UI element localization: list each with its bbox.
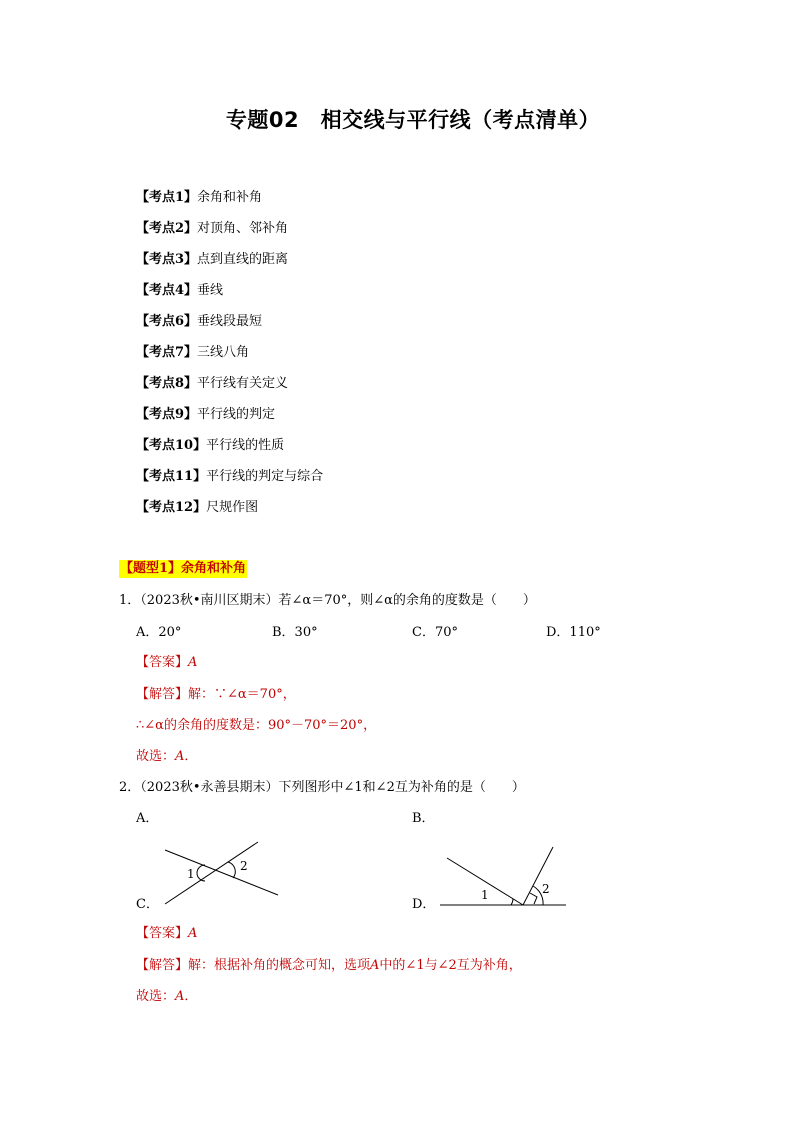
q1-conclusion xyxy=(136,748,197,766)
analysis-text-2: 中的∠1与∠2互为补角， xyxy=(379,958,522,973)
analysis-option: A xyxy=(370,958,380,973)
angle-1-label: 1 xyxy=(481,888,489,902)
toc-tag: 【考点4】 xyxy=(136,283,198,298)
q1-option-d: D．110° xyxy=(546,625,601,640)
q1-answer xyxy=(136,654,197,672)
figure-a-intersecting-lines xyxy=(160,838,280,908)
toc-tag: 【考点9】 xyxy=(136,407,198,422)
toc-item xyxy=(136,279,323,310)
conclusion-value: A xyxy=(175,749,185,764)
angle-1-label: 1 xyxy=(187,867,195,881)
q1-option-b: B．30° xyxy=(272,625,318,640)
q2-option-a: A． xyxy=(136,811,159,826)
right-angle-mark xyxy=(530,893,537,904)
answer-value: A xyxy=(188,926,198,941)
q1-option-a: A．20° xyxy=(136,625,182,640)
toc-tag: 【考点1】 xyxy=(136,190,198,205)
conclusion-value: A xyxy=(175,989,185,1004)
toc-item xyxy=(136,186,323,217)
q2-answer xyxy=(136,925,197,943)
toc-text: 余角和补角 xyxy=(197,190,263,205)
q2-option-b: B． xyxy=(412,811,435,826)
toc-text: 尺规作图 xyxy=(206,500,259,515)
toc-text: 点到直线的距离 xyxy=(197,252,289,267)
toc-text: 垂线 xyxy=(197,283,224,298)
q1-analysis-line-2: ∴∠α的余角的度数是：90°－70°＝20°， xyxy=(136,718,377,733)
answer-tag: 【答案】 xyxy=(136,926,189,941)
conclusion-suffix: ． xyxy=(184,749,198,764)
toc-text: 平行线的性质 xyxy=(206,438,285,453)
right-ray xyxy=(523,847,553,905)
toc-item xyxy=(136,403,323,434)
analysis-tag: 【解答】 xyxy=(136,687,189,702)
toc-tag: 【考点6】 xyxy=(136,314,198,329)
question-1-stem: 1．（2023秋•南川区期末）若∠α＝70°，则∠α的余角的度数是（ ） xyxy=(119,593,536,608)
toc-item xyxy=(136,372,323,403)
toc-item xyxy=(136,341,323,372)
angle-2-label: 2 xyxy=(240,859,248,873)
angle-2-label: 2 xyxy=(542,882,550,896)
analysis-text: 解：根据补角的概念可知，选项 xyxy=(188,958,371,973)
q1-option-c: C．70° xyxy=(412,625,458,640)
toc-tag: 【考点7】 xyxy=(136,345,198,360)
line-2 xyxy=(165,842,258,904)
angle-1-arc xyxy=(511,899,513,905)
toc-tag: 【考点8】 xyxy=(136,376,198,391)
section-heading: 【题型1】余角和补角 xyxy=(120,561,247,576)
toc-item xyxy=(136,434,323,465)
q2-option-c: C． xyxy=(136,897,159,912)
conclusion-prefix: 故选： xyxy=(136,989,176,1004)
analysis-tag: 【解答】 xyxy=(136,958,189,973)
answer-tag: 【答案】 xyxy=(136,655,189,670)
toc-tag: 【考点12】 xyxy=(136,500,207,515)
toc-text: 平行线有关定义 xyxy=(197,376,289,391)
toc-tag: 【考点11】 xyxy=(136,469,207,484)
page-title: 专题02 相交线与平行线（考点清单） xyxy=(225,108,601,132)
q2-option-d: D． xyxy=(412,897,436,912)
q2-conclusion xyxy=(136,988,197,1006)
toc-list xyxy=(136,186,323,527)
analysis-line: 解：∵∠α＝70°， xyxy=(188,687,296,702)
toc-item xyxy=(136,465,323,496)
toc-tag: 【考点3】 xyxy=(136,252,198,267)
q2-analysis xyxy=(136,957,522,975)
figure-d-adjacent-angles xyxy=(440,843,580,913)
answer-value: A xyxy=(188,655,198,670)
toc-tag: 【考点2】 xyxy=(136,221,198,236)
toc-text: 平行线的判定 xyxy=(197,407,276,422)
toc-text: 三线八角 xyxy=(197,345,250,360)
question-2-stem: 2．（2023秋•永善县期末）下列图形中∠1和∠2互为补角的是（ ） xyxy=(119,780,525,795)
toc-item xyxy=(136,496,323,527)
toc-tag: 【考点10】 xyxy=(136,438,207,453)
conclusion-prefix: 故选： xyxy=(136,749,176,764)
toc-text: 对顶角、邻补角 xyxy=(197,221,289,236)
q1-analysis xyxy=(136,686,296,704)
toc-item xyxy=(136,217,323,248)
conclusion-suffix: ． xyxy=(184,989,198,1004)
toc-text: 平行线的判定与综合 xyxy=(206,469,324,484)
line-1 xyxy=(165,850,278,895)
toc-text: 垂线段最短 xyxy=(197,314,263,329)
toc-item xyxy=(136,310,323,341)
toc-item xyxy=(136,248,323,279)
